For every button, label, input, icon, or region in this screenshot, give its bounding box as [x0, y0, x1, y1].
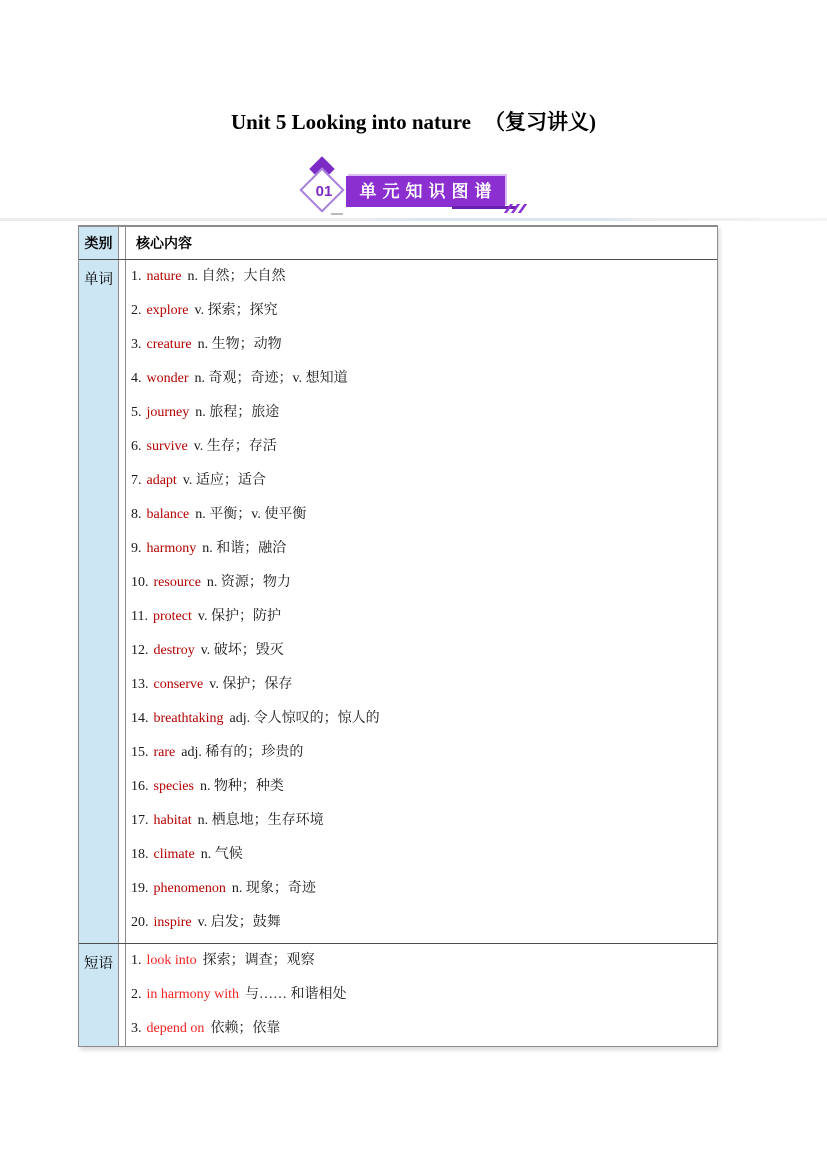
item-english: conserve [153, 677, 204, 692]
vocab-item [131, 634, 717, 668]
item-meaning: n. 旅程；旅途 [195, 405, 280, 420]
item-meaning: n. 自然；大自然 [187, 269, 286, 284]
item-meaning: n. 生物；动物 [197, 337, 282, 352]
vocab-item [131, 872, 717, 906]
header-category-cell: 类别 [79, 227, 119, 259]
item-number: 9. [131, 541, 142, 556]
item-english: rare [153, 745, 176, 760]
item-english: creature [146, 337, 192, 352]
item-english: protect [152, 609, 192, 624]
item-number: 5. [131, 405, 142, 420]
item-meaning: v. 破坏；毁灭 [200, 643, 284, 658]
item-english: in harmony with [146, 987, 240, 1002]
item-english: phenomenon [153, 881, 226, 896]
item-number: 3. [131, 337, 142, 352]
item-number: 1. [131, 269, 142, 284]
item-number: 3. [131, 1021, 142, 1036]
section-banner: 单元知识图谱 [346, 176, 505, 207]
horizontal-rule [0, 218, 827, 221]
vocab-item [131, 804, 717, 838]
item-english: depend on [146, 1021, 205, 1036]
vocab-item [131, 396, 717, 430]
item-meaning: 与…… 和谐相处 [245, 987, 347, 1002]
item-number: 19. [131, 881, 149, 896]
knowledge-table [78, 225, 718, 1047]
item-meaning: 依赖；依靠 [210, 1021, 281, 1036]
badge-underscore-decoration [331, 213, 343, 215]
item-number: 13. [131, 677, 149, 692]
column-gutter [119, 944, 126, 1046]
item-number: 8. [131, 507, 142, 522]
item-number: 12. [131, 643, 149, 658]
item-english: survive [146, 439, 188, 454]
item-number: 15. [131, 745, 149, 760]
item-meaning: v. 探索；探究 [194, 303, 278, 318]
table-header-row [79, 227, 717, 260]
column-gutter [119, 227, 126, 259]
page-title [0, 106, 827, 136]
item-meaning: adj. 令人惊叹的；惊人的 [229, 711, 380, 726]
item-meaning: n. 平衡；v. 使平衡 [195, 507, 307, 522]
item-number: 18. [131, 847, 149, 862]
item-english: balance [146, 507, 190, 522]
item-meaning: n. 物种；种类 [199, 779, 284, 794]
item-number: 6. [131, 439, 142, 454]
header-content-cell: 核心内容 [136, 235, 192, 251]
item-meaning: n. 现象；奇迹 [231, 881, 316, 896]
item-meaning: adj. 稀有的；珍贵的 [181, 745, 304, 760]
item-number: 11. [131, 609, 148, 624]
item-english: journey [146, 405, 190, 420]
page-title-chinese: （复习讲义) [484, 110, 596, 134]
item-meaning: n. 奇观；奇迹；v. 想知道 [194, 371, 348, 386]
item-english: inspire [153, 915, 192, 930]
item-english: wonder [146, 371, 189, 386]
item-number: 1. [131, 953, 142, 968]
item-meaning: v. 保护；防护 [197, 609, 281, 624]
item-number: 2. [131, 303, 142, 318]
item-number: 14. [131, 711, 149, 726]
words-category-cell: 单词 [79, 260, 119, 943]
vocab-item [131, 736, 717, 770]
item-number: 7. [131, 473, 142, 488]
vocab-item [131, 702, 717, 736]
item-meaning: n. 和谐；融洽 [202, 541, 287, 556]
vocab-item [131, 532, 717, 566]
item-english: resource [153, 575, 201, 590]
words-row [79, 260, 717, 944]
vocab-item [131, 260, 717, 294]
vocab-item [131, 600, 717, 634]
item-english: harmony [146, 541, 197, 556]
item-meaning: n. 资源；物力 [206, 575, 291, 590]
item-english: look into [146, 953, 197, 968]
item-meaning: n. 栖息地；生存环境 [197, 813, 324, 828]
vocab-item [131, 566, 717, 600]
item-english: species [153, 779, 194, 794]
item-meaning: v. 保护；保存 [209, 677, 293, 692]
vocab-item [131, 362, 717, 396]
item-english: breathtaking [153, 711, 224, 726]
vocab-item [131, 668, 717, 702]
vocab-item [131, 294, 717, 328]
vocab-item [131, 430, 717, 464]
item-number: 20. [131, 915, 149, 930]
phrase-item [131, 978, 717, 1012]
item-english: nature [146, 269, 182, 284]
item-english: explore [146, 303, 189, 318]
item-meaning: v. 启发；鼓舞 [197, 915, 281, 930]
phrases-row [79, 944, 717, 1046]
item-number: 2. [131, 987, 142, 1002]
phrase-item [131, 1012, 717, 1046]
item-meaning: v. 生存；存活 [193, 439, 277, 454]
item-number: 17. [131, 813, 149, 828]
item-english: adapt [146, 473, 177, 488]
vocab-item [131, 464, 717, 498]
item-english: destroy [153, 643, 195, 658]
vocab-item [131, 498, 717, 532]
item-meaning: n. 气候 [200, 847, 243, 862]
words-list [126, 260, 717, 943]
item-number: 10. [131, 575, 149, 590]
vocab-item [131, 328, 717, 362]
section-number: 01 [315, 183, 333, 200]
vocab-item [131, 838, 717, 872]
vocab-item [131, 770, 717, 804]
column-gutter [119, 260, 126, 943]
vocab-item [131, 906, 717, 940]
phrases-list [126, 944, 717, 1046]
badge-ticks-decoration [507, 204, 524, 213]
item-english: habitat [153, 813, 192, 828]
phrases-category-cell: 短语 [79, 944, 119, 1046]
phrase-item [131, 944, 717, 978]
page-title-english: Unit 5 Looking into nature [231, 110, 471, 134]
item-number: 16. [131, 779, 149, 794]
item-meaning: v. 适应；适合 [182, 473, 266, 488]
item-number: 4. [131, 371, 142, 386]
item-meaning: 探索；调查；观察 [202, 953, 315, 968]
item-english: climate [153, 847, 195, 862]
